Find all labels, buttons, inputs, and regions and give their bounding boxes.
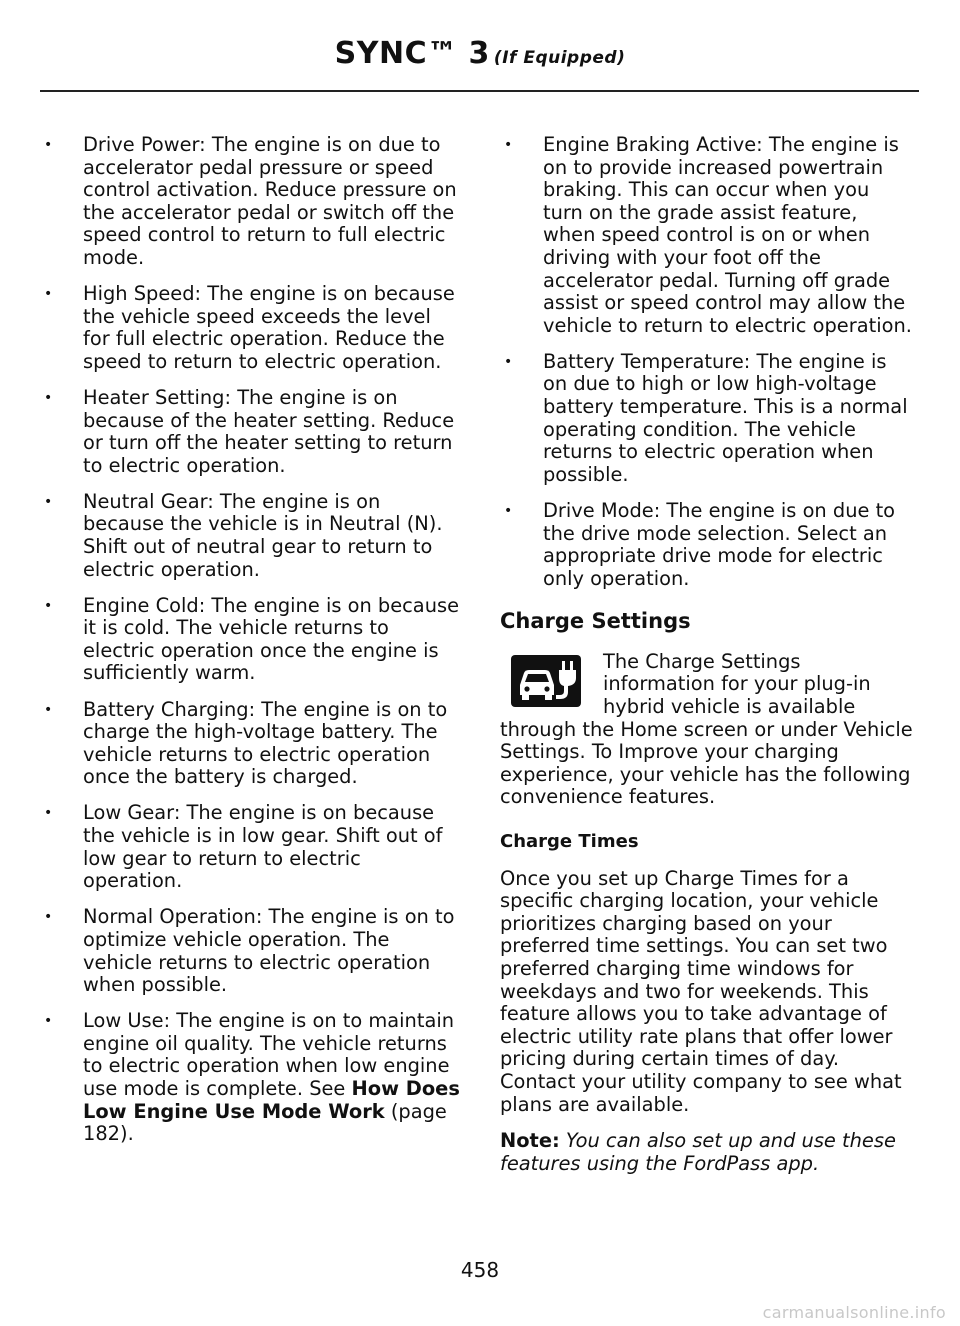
page-header xyxy=(0,36,960,71)
page-number: 458 xyxy=(460,1258,500,1282)
list-item: • Engine Cold: The engine is on because it is cold. The vehicle returns to electric operation once the engine is sufficiently warm. xyxy=(40,595,461,685)
watermark: carmanualsonline.info xyxy=(762,1303,946,1322)
list-item: • Drive Power: The engine is on due to accelerator pedal pressure or speed control activation. Reduce pressure on the accelerator pedal or switch off the speed control to return to full electric mode. xyxy=(40,134,461,270)
charge-settings-block xyxy=(500,651,914,809)
list-item: • Low Gear: The engine is on because the vehicle is in low gear. Shift out of low gear to return to electric operation. xyxy=(40,802,461,892)
list-item-low-use xyxy=(40,1010,461,1146)
list-item: • High Speed: The engine is on because the vehicle speed exceeds the level for full electric operation. Reduce the speed to return to electric operation. xyxy=(40,283,461,373)
charge-times-paragraph: Once you set up Charge Times for a specific charging location, your vehicle prioritizes charging based on your preferred time settings. You can set two preferred charging time windows for weekdays and two for weekends. This feature allows you to take advantage of electric utility rate plans that offer lower pricing during certain times of day. Contact your utility company to see what plans are available. xyxy=(500,866,902,1116)
list-item: • Battery Charging: The engine is on to charge the high-voltage battery. The vehicle returns to electric operation once the battery is charged. xyxy=(40,699,461,789)
right-bullet-list xyxy=(500,134,914,590)
right-column xyxy=(500,134,914,1189)
cross-reference-link[interactable]: How Does Low Engine Use Mode Work xyxy=(83,1076,460,1123)
list-item: • Engine Braking Active: The engine is on to provide increased powertrain braking. This can occur when you turn on the grade assist feature, when speed control is on or when driving with your foot off the accelerator pedal. Turning off grade assist or speed control may allow the vehicle to return to electric operation. xyxy=(500,134,914,337)
list-item: • Battery Temperature: The engine is on due to high or low high-voltage battery temperature. This is a normal operating condition. The vehicle returns to electric operation when possible. xyxy=(500,351,914,487)
charge-times-heading: Charge Times xyxy=(500,831,639,853)
section-heading: Charge Settings xyxy=(500,609,691,634)
low-use-text: Low Use: The engine is on to maintain engine oil quality. The vehicle returns to electric operation when low engine use mode is complete. See xyxy=(83,1009,455,1100)
note-label: Note: xyxy=(500,1129,560,1153)
header-title: SYNC™ 3 xyxy=(334,36,490,71)
header-divider xyxy=(40,90,919,92)
page-reference: (page 182). xyxy=(83,1099,447,1146)
note-text: You can also set up and use these features using the FordPass app. xyxy=(500,1129,896,1175)
list-item: • Neutral Gear: The engine is on because the vehicle is in Neutral (N). Shift out of neutral gear to return to electric operation. xyxy=(40,491,461,581)
note xyxy=(500,1130,914,1175)
left-bullet-list xyxy=(40,134,461,1146)
left-column xyxy=(40,134,461,1159)
charge-settings-intro: The Charge Settings information for your plug-in hybrid vehicle is available through the Home screen or under Vehicle Settings. To Improve your charging experience, your vehicle has the following convenience features. xyxy=(500,649,913,809)
list-item: • Normal Operation: The engine is on to optimize vehicle operation. The vehicle returns to electric operation when possible. xyxy=(40,906,461,996)
list-item: • Drive Mode: The engine is on due to the drive mode selection. Select an appropriate drive mode for electric only operation. xyxy=(500,500,914,590)
header-subtitle: (If Equipped) xyxy=(493,48,626,68)
ev-charge-plug-icon xyxy=(500,651,593,711)
list-item: • Heater Setting: The engine is on because of the heater setting. Reduce or turn off the heater setting to return to electric operation. xyxy=(40,387,461,477)
